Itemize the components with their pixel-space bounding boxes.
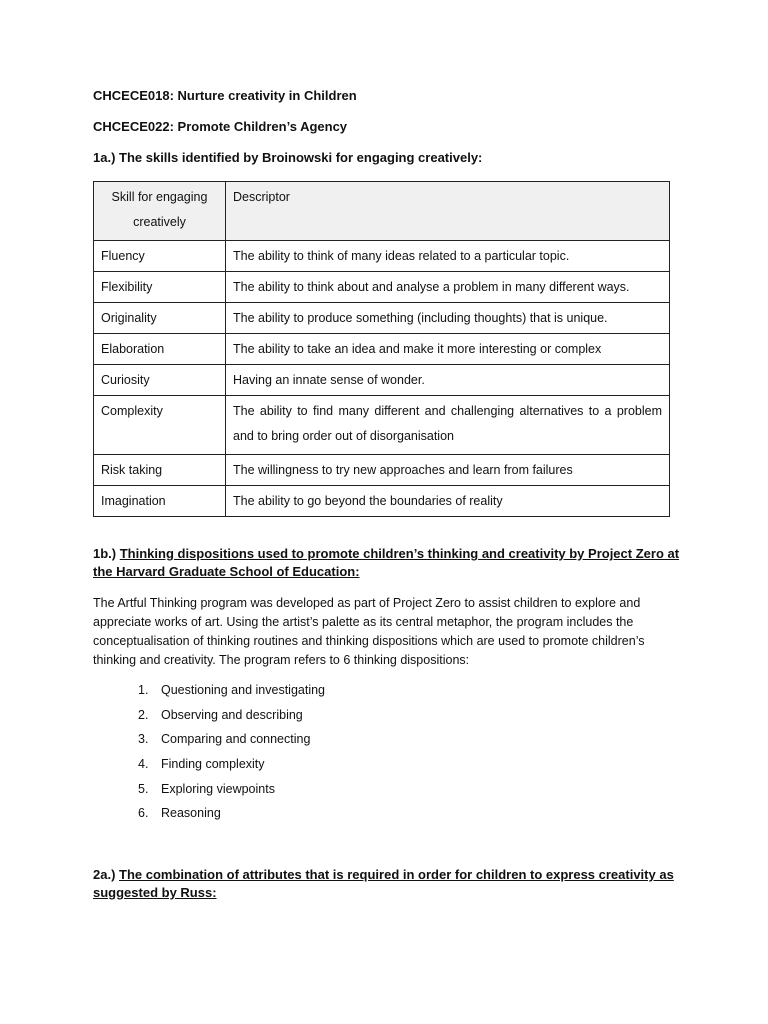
table-row: [94, 334, 670, 365]
list-item: [93, 754, 325, 779]
unit-title-chcece022: CHCECE022: Promote Children’s Agency: [93, 119, 348, 134]
table-row: [94, 455, 670, 486]
list-number: 2.: [138, 707, 149, 722]
list-number: 5.: [138, 781, 149, 796]
skill-cell: Elaboration: [94, 334, 226, 365]
table-row: [94, 303, 670, 334]
descriptor-cell: The ability to produce something (including thoughts) that is unique.: [226, 303, 670, 334]
descriptor-cell: Having an innate sense of wonder.: [226, 365, 670, 396]
table-header-row: [94, 182, 670, 241]
table-row: [94, 365, 670, 396]
question-1a-heading: 1a.) The skills identified by Broinowski for engaging creatively:: [93, 150, 483, 165]
descriptor-cell: The ability to go beyond the boundaries of reality: [226, 486, 670, 517]
descriptor-cell: The ability to take an idea and make it more interesting or complex: [226, 334, 670, 365]
list-text: Questioning and investigating: [161, 683, 326, 697]
skill-cell: Originality: [94, 303, 226, 334]
list-number: 6.: [138, 806, 149, 821]
unit-title-chcece018: CHCECE018: Nurture creativity in Children: [93, 88, 357, 103]
descriptor-cell: The ability to think about and analyse a problem in many different ways.: [226, 272, 670, 303]
list-item: [93, 705, 325, 730]
skills-table: [93, 181, 670, 517]
descriptor-cell: The ability to think of many ideas related to a particular topic.: [226, 241, 670, 272]
skill-cell: Fluency: [94, 241, 226, 272]
list-text: Finding complexity: [161, 757, 265, 772]
skill-cell: Imagination: [94, 486, 226, 517]
skill-cell: Risk taking: [94, 455, 226, 486]
list-text: Reasoning: [161, 806, 221, 821]
list-item: [93, 803, 325, 828]
list-item: [93, 729, 325, 754]
question-1b-prefix: 1b.): [93, 546, 120, 561]
skill-cell: Flexibility: [94, 272, 226, 303]
list-number: 1.: [138, 683, 149, 697]
descriptor-cell: The willingness to try new approaches and learn from failures: [226, 455, 670, 486]
list-item: [93, 680, 325, 705]
list-number: 4.: [138, 757, 149, 772]
list-text: Observing and describing: [161, 707, 303, 722]
skill-cell: Complexity: [94, 396, 226, 455]
list-item: [93, 779, 325, 804]
question-1b-title: Thinking dispositions used to promote children’s thinking and creativity by Project Zero at the Harvard Graduate School of Education:: [93, 546, 680, 579]
column-header-descriptor: Descriptor: [226, 182, 670, 241]
question-2a-title: The combination of attributes that is required in order for children to express creativity as suggested by Russ:: [93, 867, 674, 900]
question-1b-heading: [93, 545, 683, 581]
list-text: Comparing and connecting: [161, 732, 311, 747]
artful-thinking-paragraph: The Artful Thinking program was developed as part of Project Zero to assist children to explore and appreciate works of art. Using the artist’s palette as its central metaphor, the program includes the conceptualisation of thinking routines and thinking dispositions which are used to promote children’s thinking and creativity. The program refers to 6 thinking dispositions:: [93, 596, 645, 667]
skill-cell: Curiosity: [94, 365, 226, 396]
table-row: [94, 241, 670, 272]
thinking-dispositions-list: [93, 680, 325, 828]
list-text: Exploring viewpoints: [161, 781, 275, 796]
column-header-skill: Skill for engaging creatively: [94, 182, 226, 241]
table-row: [94, 396, 670, 455]
list-number: 3.: [138, 732, 149, 747]
question-2a-prefix: 2a.): [93, 867, 120, 882]
descriptor-cell: The ability to find many different and challenging alternatives to a problem and to bring order out of disorganisation: [226, 396, 670, 455]
table-row: [94, 486, 670, 517]
table-row: [94, 272, 670, 303]
question-2a-heading: [93, 866, 683, 902]
